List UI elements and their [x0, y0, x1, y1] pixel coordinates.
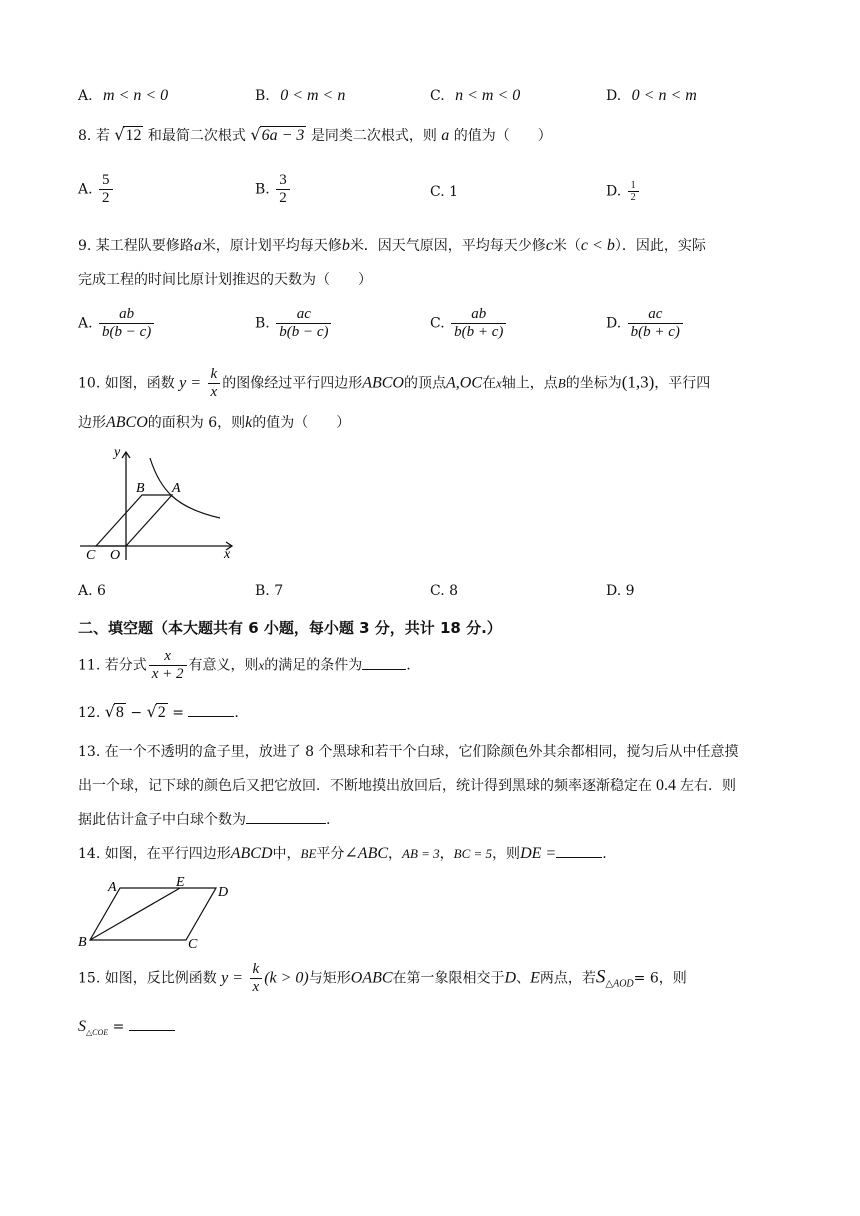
q11	[78, 648, 411, 683]
q8-stem	[78, 125, 552, 145]
denominator: 2	[99, 189, 113, 207]
label-b: B	[136, 481, 145, 496]
text: ，	[388, 846, 403, 862]
section-heading: 二、填空题（本大题共有 6 小题，每小题 3 分，共计 18 分.）	[78, 619, 502, 637]
q10-option-c: C. 8	[430, 583, 459, 599]
radical-sign: √	[114, 125, 125, 144]
numerator: k	[252, 961, 260, 977]
text: 的满足的条件为	[264, 657, 363, 674]
option-label: C.	[430, 88, 445, 104]
text: 米．因天气原因，平均每天少修	[349, 238, 546, 254]
fraction	[628, 180, 639, 203]
text: 有意义，则	[188, 657, 259, 674]
option-expr: n < m < 0	[455, 87, 521, 104]
text: ，则	[658, 970, 687, 987]
condition: (k > 0)	[264, 969, 309, 987]
value: 0.4	[656, 777, 676, 794]
text: 的顶点	[403, 375, 446, 392]
text: .	[326, 812, 331, 828]
radical-sign: √	[146, 702, 157, 721]
q9-option-a	[78, 306, 156, 341]
q8-option-c	[430, 184, 458, 200]
answer-blank[interactable]	[129, 1030, 175, 1031]
denominator: b(b − c)	[276, 323, 331, 341]
q10-option-b: B. 7	[255, 583, 284, 599]
equation: DE =	[520, 845, 557, 862]
shape-name: ABCD	[230, 845, 273, 862]
function-lhs: y =	[179, 374, 202, 392]
option-label: B.	[255, 315, 270, 332]
q8-option-b	[255, 172, 292, 207]
option-label: A.	[78, 315, 93, 332]
q12	[78, 702, 239, 721]
equation: AB = 3	[402, 846, 440, 861]
text: 在	[481, 375, 496, 392]
q9-stem-line1	[78, 235, 706, 255]
area-subscript: △AOD	[605, 978, 634, 990]
denominator: x	[208, 383, 221, 401]
variable: k	[245, 414, 253, 431]
q13-line3	[78, 809, 330, 829]
q8-option-a	[78, 172, 115, 207]
question-number: 8.	[78, 128, 92, 144]
denominator: x	[250, 978, 263, 996]
text: ，	[439, 846, 454, 862]
text: 14. 如图，在平行四边形	[78, 846, 231, 862]
point-name: D	[504, 969, 517, 987]
variable: b	[341, 237, 350, 254]
q13-line2	[78, 775, 736, 795]
option-expr: m < n < 0	[103, 87, 169, 104]
radicand: 6a − 3	[261, 127, 305, 144]
function-lhs: y =	[221, 969, 244, 987]
text: 10. 如图，函数	[78, 375, 175, 392]
radicand: 2	[157, 704, 166, 721]
operator: −	[130, 705, 143, 721]
text: .	[602, 846, 607, 862]
denominator: b(b + c)	[628, 323, 683, 341]
text: 是同类二次根式，则	[310, 128, 437, 144]
q7-option-a	[78, 87, 168, 105]
label-b: B	[78, 935, 87, 950]
text: 米（	[552, 238, 581, 254]
text: ，平行四	[654, 375, 711, 392]
vertices: A,OC	[445, 374, 482, 392]
segment: BE	[300, 846, 317, 861]
radical-sign: √	[104, 702, 115, 721]
parallelogram-abco	[96, 495, 172, 546]
q9-stem-line2: 完成工程的时间比原计划推迟的天数为（ ）	[78, 272, 372, 288]
text: 的图像经过平行四边形	[222, 375, 363, 392]
operator: =	[172, 705, 184, 721]
denominator: 2	[276, 189, 290, 207]
answer-blank[interactable]	[246, 823, 326, 824]
label-a: A	[172, 481, 181, 496]
text: 的坐标为	[565, 375, 622, 392]
point-name: B	[557, 375, 566, 391]
fraction	[250, 961, 263, 996]
option-label: C.	[430, 315, 445, 332]
coordinate: (1,3)	[621, 372, 655, 392]
shape-name: ABCO	[106, 414, 148, 431]
numerator: 5	[102, 172, 110, 188]
text: 据此估计盒子中白球个数为	[78, 812, 246, 828]
text: 、	[516, 970, 531, 987]
point-name: E	[530, 969, 540, 987]
q9-option-b	[255, 306, 333, 341]
q7-option-d	[606, 87, 697, 105]
condition: c < b	[580, 237, 615, 254]
option-label: D.	[606, 183, 622, 200]
q9-option-d	[606, 306, 685, 341]
option-label: B.	[255, 181, 270, 198]
radical-sign: √	[250, 125, 261, 144]
text: 9. 某工程队要修路	[78, 238, 194, 254]
text: 若	[95, 128, 110, 144]
q10-option-a: A. 6	[78, 583, 106, 599]
text: .	[234, 705, 239, 721]
numerator: ac	[296, 306, 311, 322]
variable: a	[193, 237, 202, 254]
angle: ∠ABC	[344, 845, 389, 862]
q7-option-b	[255, 87, 345, 105]
shape-name: ABCO	[362, 374, 404, 392]
text: 的值为（ ）	[453, 128, 552, 144]
text: ）．因此，实际	[614, 238, 706, 254]
numerator: k	[210, 366, 218, 382]
fraction	[628, 306, 683, 341]
q10-figure	[76, 438, 246, 566]
text: 左右．则	[680, 778, 736, 794]
shape-name: OABC	[350, 969, 393, 987]
option-label: C. 1	[430, 184, 459, 200]
area-symbol: S	[78, 1018, 86, 1035]
text: 轴上，点	[501, 375, 558, 392]
text: 和最简二次根式	[147, 128, 246, 144]
q13-line1: 13. 在一个不透明的盒子里，放进了 8 个黑球和若干个白球，它们除颜色外其余都相同，搅匀后从中任意摸	[78, 744, 739, 760]
denominator: b(b − c)	[99, 323, 154, 341]
q15-line2	[78, 1018, 175, 1037]
numerator: ab	[119, 306, 135, 322]
label-a: A	[108, 880, 117, 895]
numerator: ab	[471, 306, 487, 322]
text: .	[406, 657, 411, 674]
label-d: D	[218, 885, 229, 900]
text: ，则	[492, 846, 521, 862]
text: 的值为（ ）	[252, 415, 351, 431]
text: 15. 如图，反比例函数	[78, 970, 217, 987]
numerator: 1	[630, 180, 636, 191]
value: = 6	[633, 970, 659, 987]
operator: =	[112, 1019, 125, 1035]
question-number: 12.	[78, 705, 101, 721]
numerator: x	[164, 648, 171, 664]
option-label: B.	[255, 88, 270, 104]
fraction	[276, 306, 331, 341]
numerator: 3	[279, 172, 287, 188]
option-label: D.	[606, 88, 622, 104]
denominator: b(b + c)	[451, 323, 506, 341]
option-label: A.	[78, 181, 93, 198]
answer-blank[interactable]	[188, 716, 234, 717]
area-subscript: △COE	[86, 1027, 109, 1037]
label-e: E	[176, 875, 185, 890]
text: 出一个球，记下球的颜色后又把它放回．不断地摸出放回后，统计得到黑球的频率逐渐稳定在	[78, 778, 652, 794]
variable: x	[495, 375, 502, 391]
q7-option-c	[430, 87, 520, 105]
radicand: 12	[125, 127, 142, 144]
q10-stem-line1	[78, 366, 710, 401]
label-c: C	[188, 937, 198, 952]
option-expr: 0 < n < m	[631, 87, 697, 104]
fraction	[451, 306, 506, 341]
denominator: x + 2	[149, 665, 187, 683]
equation: BC = 5	[453, 846, 493, 861]
q9-option-c	[430, 306, 508, 341]
variable: c	[545, 237, 553, 254]
variable: x	[258, 657, 265, 673]
q15-line1	[78, 961, 687, 996]
text: 11. 若分式	[78, 657, 147, 674]
variable: a	[441, 127, 450, 144]
fraction	[99, 172, 113, 207]
text: 的面积为 6，则	[147, 415, 246, 431]
label-x: x	[224, 547, 231, 562]
text: 两点，若	[539, 970, 596, 987]
q14-figure	[76, 872, 246, 952]
segment-be	[90, 888, 180, 940]
answer-blank[interactable]	[362, 669, 406, 670]
label-o: O	[110, 548, 121, 563]
q14	[78, 843, 607, 863]
option-expr: 0 < m < n	[280, 87, 346, 104]
parallelogram-abcd	[90, 888, 216, 940]
text: 米，原计划平均每天修	[201, 238, 342, 254]
option-label: A.	[78, 88, 93, 104]
hyperbola-curve	[150, 458, 220, 518]
fraction	[149, 648, 187, 683]
numerator: ac	[648, 306, 663, 322]
label-y: y	[114, 445, 121, 460]
fraction	[99, 306, 154, 341]
text: 中，	[272, 846, 301, 862]
denominator: 2	[628, 191, 639, 203]
text: 平分	[316, 846, 345, 862]
label-c: C	[86, 548, 96, 563]
text: 在第一象限相交于	[392, 970, 505, 987]
q10-stem-line2	[78, 412, 350, 432]
fraction	[276, 172, 290, 207]
q10-option-d: D. 9	[606, 583, 635, 599]
q8-option-d	[606, 180, 641, 203]
answer-blank[interactable]	[556, 857, 602, 858]
option-label: D.	[606, 315, 622, 332]
radicand: 8	[115, 704, 124, 721]
text: 边形	[78, 415, 106, 431]
area-symbol: S	[595, 966, 606, 988]
fraction	[208, 366, 221, 401]
text: 与矩形	[308, 970, 351, 987]
